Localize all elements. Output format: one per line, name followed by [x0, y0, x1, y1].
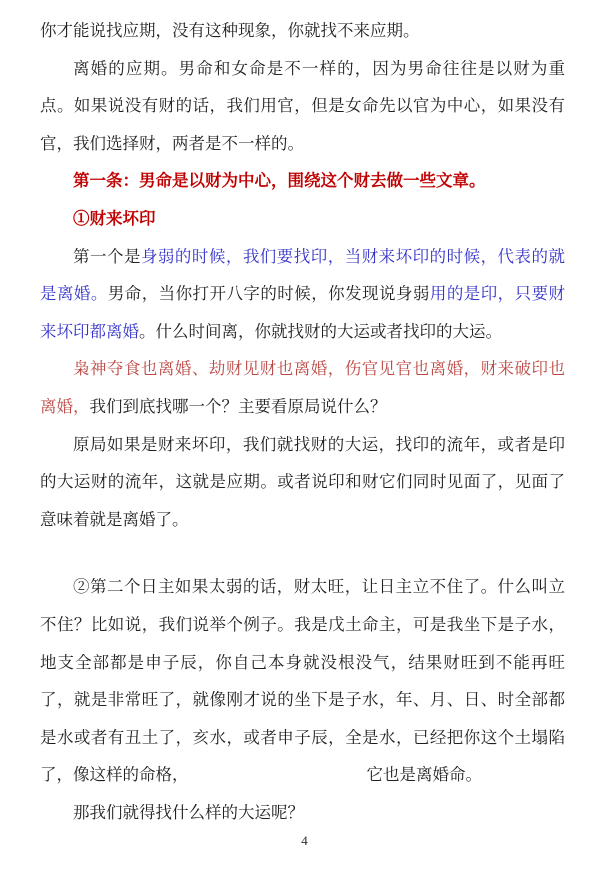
text-segment: 。什么时间离，你就找财的大运或者找印的大运。 — [139, 321, 502, 341]
text-segment: 那我们就得找什么样的大运呢？ — [73, 802, 304, 822]
text-segment: 身弱的时候，我们要找印，当财来坏印的时候，代表的就是离婚。 — [40, 246, 566, 304]
text-segment: 枭神夺食也离婚、劫财见财也离婚，伤官见官也离婚，财来破印也离婚， — [40, 359, 565, 416]
sub-heading — [40, 200, 565, 238]
text-segment: 用的是印，只要财来坏印都离婚 — [40, 284, 566, 341]
text-segment: 第一个是 — [73, 246, 141, 266]
body-paragraph — [40, 50, 565, 163]
section-heading — [40, 162, 565, 200]
text-segment: 原局如果是财来坏印，我们就找财的大运，找印的流年，或者是印的大运财的流年，这就是应期。或者说印和财它们同时见面了，见面了意味着就是离婚了。 — [40, 434, 565, 529]
text-segment: 我们到底找哪一个？主要看原局说什么？ — [89, 396, 387, 416]
blank-line — [40, 538, 565, 568]
body-paragraph — [40, 568, 565, 794]
text-segment: 你才能说找应期，没有这种现象，你就找不来应期。 — [40, 21, 420, 40]
body-paragraph — [40, 238, 565, 351]
body-paragraph — [40, 12, 565, 50]
body-paragraph — [40, 350, 565, 425]
text-segment: 第一条：男命是以财为中心，围绕这个财去做一些文章。 — [73, 171, 486, 191]
page-number: 4 — [301, 833, 308, 848]
document-body — [40, 12, 565, 831]
text-segment: ①财来坏印 — [73, 208, 156, 228]
body-paragraph — [40, 794, 565, 832]
text-segment: 男命，当你打开八字的时候，你发现说身弱 — [107, 284, 430, 304]
text-segment: ②第二个日主如果太弱的话，财太旺，让日主立不住了。什么叫立不住？比如说，我们说举个例子。我是戊土命主，可是我坐下是子水，地支全部都是申子辰，你自己本身就没根没气，结果财旺到不能再旺了，就是非常旺了，就像刚才说的坐下是子水，年、月、日、时全部都是水或者有丑土了，亥水，或者申子辰，全是水，已经把你这个土塌陷了，像这样的命格， — [40, 577, 565, 785]
body-paragraph — [40, 426, 565, 539]
text-segment: 它也是离婚命。 — [366, 765, 482, 785]
text-segment: 离婚的应期。男命和女命是不一样的，因为男命往往是以财为重点。如果说没有财的话，我们用官，但是女命先以官为中心，如果没有官，我们选择财，两者是不一样的。 — [40, 58, 565, 153]
